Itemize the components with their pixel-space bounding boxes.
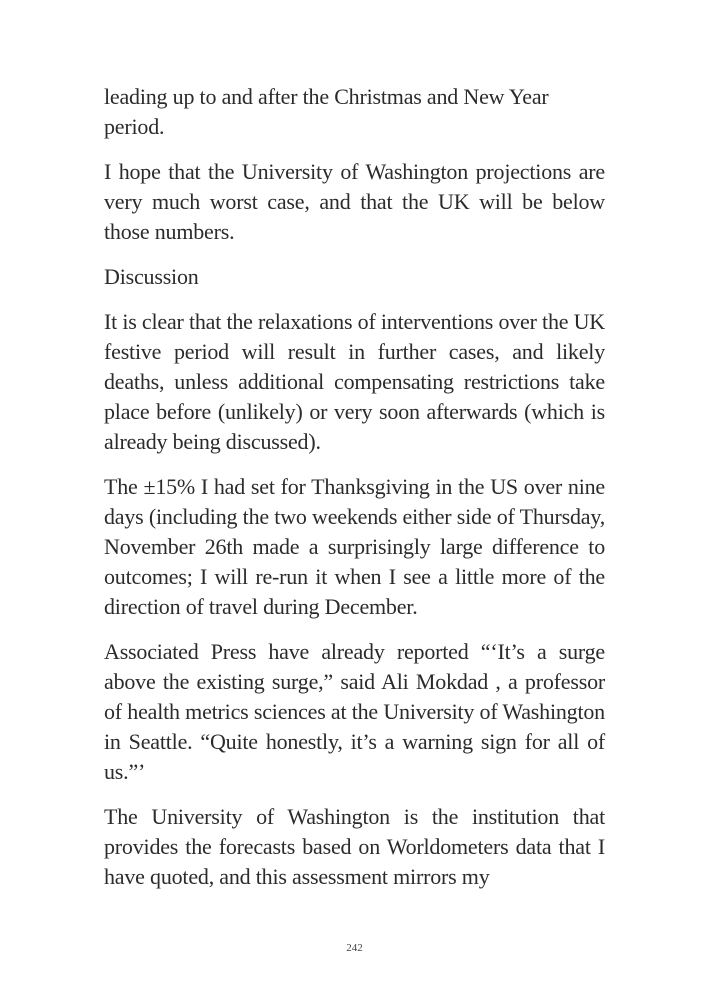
paragraph-projections: I hope that the University of Washington projections are very much worst case, and that the UK will be below those numbers.: [104, 159, 605, 244]
paragraph-associated-press: Associated Press have already reported “‘It’s a surge above the existing surge,” said Ali Mokdad , a professor of health metrics sciences at the University of Washington in Seattle. “Quite honestly, it’s a warning sign for all of us.”’: [104, 639, 605, 784]
page-number: 242: [346, 942, 363, 954]
paragraph-continuation: leading up to and after the Christmas and New Year period.: [104, 84, 549, 139]
paragraph-relaxations: It is clear that the relaxations of interventions over the UK festive period will result in further cases, and likely deaths, unless additional compensating restrictions take place before (unlikely) or very soon afterwards (which is already being discussed).: [104, 309, 605, 454]
paragraph-university-forecasts: The University of Washington is the institution that provides the forecasts based on Worldometers data that I have quoted, and this assessment mirrors my: [104, 804, 605, 889]
section-heading-discussion: Discussion: [104, 264, 199, 289]
paragraph-thanksgiving: The ±15% I had set for Thanksgiving in the US over nine days (including the two weekends either side of Thursday, November 26th made a surprisingly large difference to outcomes; I will re-run it when I see a little more of the direction of travel during December.: [104, 474, 605, 619]
body-text: [104, 82, 605, 907]
